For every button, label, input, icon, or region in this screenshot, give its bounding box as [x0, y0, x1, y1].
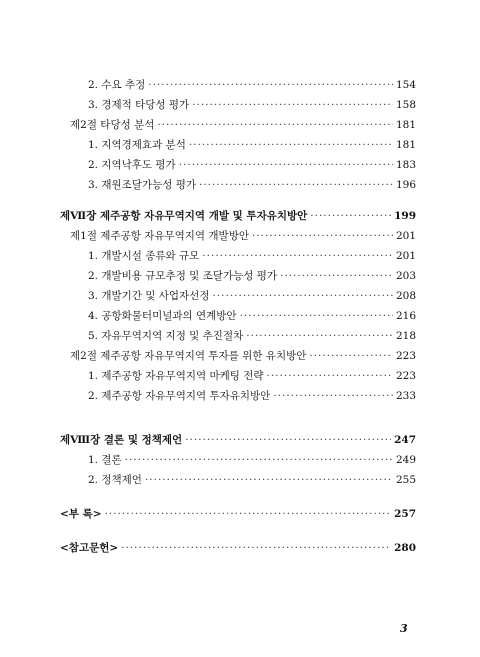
dot-leader	[202, 246, 393, 266]
toc-entry[interactable]	[60, 175, 416, 195]
toc-entry[interactable]	[60, 95, 416, 115]
dot-leader	[273, 386, 393, 406]
table-of-contents	[60, 75, 416, 558]
toc-entry[interactable]	[60, 155, 416, 175]
toc-entry-page: 218	[395, 330, 416, 342]
toc-entry-page: 257	[394, 508, 416, 520]
toc-appendix[interactable]	[60, 504, 416, 524]
dot-leader	[280, 266, 393, 286]
dot-leader	[252, 226, 393, 246]
toc-entry-label: 3. 재원조달가능성 평가	[88, 179, 196, 191]
toc-entry-page: 223	[395, 350, 416, 362]
toc-entry-page: 158	[395, 99, 416, 111]
dot-leader	[179, 155, 393, 175]
toc-entry-label: 2. 지역낙후도 평가	[88, 159, 176, 171]
dot-leader	[121, 538, 391, 558]
toc-entry-page: 255	[395, 474, 416, 486]
toc-entry[interactable]	[60, 246, 416, 266]
dot-leader	[309, 346, 393, 366]
dot-leader	[125, 450, 393, 470]
toc-entry-label: 2. 개발비용 규모추정 및 조달가능성 평가	[88, 270, 277, 282]
toc-entry-page: 233	[395, 390, 416, 402]
toc-entry[interactable]	[60, 266, 416, 286]
dot-leader	[192, 95, 393, 115]
toc-references[interactable]	[60, 538, 416, 558]
toc-section[interactable]	[60, 115, 416, 135]
toc-entry-page: 249	[395, 454, 416, 466]
spacer	[60, 406, 416, 430]
toc-entry-label: 2. 제주공항 자유무역지역 투자유치방안	[88, 390, 271, 402]
dot-leader	[310, 206, 391, 226]
dot-leader	[189, 135, 393, 155]
toc-entry[interactable]	[60, 75, 416, 95]
dot-leader	[145, 470, 393, 490]
toc-section[interactable]	[60, 226, 416, 246]
dot-leader	[267, 366, 393, 386]
toc-chapter[interactable]	[60, 430, 416, 450]
toc-entry-label: 2. 수요 추정	[88, 79, 146, 91]
toc-entry-label: 3. 경제적 타당성 평가	[88, 99, 190, 111]
toc-entry-label: 1. 제주공항 자유무역지역 마케팅 전략	[88, 370, 264, 382]
toc-entry-page: 201	[395, 230, 416, 242]
toc-entry-label: <부 록>	[60, 508, 102, 520]
toc-entry[interactable]	[60, 450, 416, 470]
toc-entry[interactable]	[60, 326, 416, 346]
dot-leader	[157, 115, 393, 135]
toc-entry-label: 4. 공항화물터미널과의 연계방안	[88, 310, 237, 322]
toc-entry-label: 3. 개발기간 및 사업자선정	[88, 290, 210, 302]
dot-leader	[212, 286, 392, 306]
toc-entry-page: 280	[394, 542, 416, 554]
toc-entry-page: 183	[395, 159, 416, 171]
toc-entry-label: 제2절 제주공항 자유무역지역 투자를 위한 유치방안	[70, 350, 307, 362]
toc-entry-page: 181	[395, 119, 416, 131]
toc-entry-label: 제1절 제주공항 자유무역지역 개발방안	[70, 230, 249, 242]
dot-leader	[105, 504, 392, 524]
toc-entry[interactable]	[60, 366, 416, 386]
toc-entry-page: 203	[395, 270, 416, 282]
toc-entry-label: 제2절 타당성 분석	[70, 119, 155, 131]
toc-entry[interactable]	[60, 135, 416, 155]
dot-leader	[240, 306, 393, 326]
toc-section[interactable]	[60, 346, 416, 366]
toc-entry-label: 2. 정책제언	[88, 474, 142, 486]
toc-entry-page: 247	[394, 434, 416, 446]
toc-entry-page: 216	[395, 310, 416, 322]
toc-entry-label: 제Ⅷ장 결론 및 정책제언	[60, 434, 183, 446]
spacer	[60, 195, 416, 206]
toc-entry-page: 196	[395, 179, 416, 191]
spacer	[60, 524, 416, 538]
dot-leader	[246, 326, 393, 346]
toc-entry-page: 208	[395, 290, 416, 302]
toc-entry-label: 5. 자유무역지역 지정 및 추진절차	[88, 330, 244, 342]
spacer	[60, 490, 416, 504]
dot-leader	[148, 75, 393, 95]
toc-entry-label: 1. 개발시설 종류와 규모	[88, 250, 200, 262]
toc-entry[interactable]	[60, 286, 416, 306]
toc-entry-page: 201	[395, 250, 416, 262]
dot-leader	[185, 430, 391, 450]
toc-entry-label: 1. 결론	[88, 454, 122, 466]
toc-entry-label: 제Ⅶ장 제주공항 자유무역지역 개발 및 투자유치방안	[60, 210, 308, 222]
toc-entry-label: 1. 지역경제효과 분석	[88, 139, 186, 151]
toc-chapter[interactable]	[60, 206, 416, 226]
toc-entry[interactable]	[60, 386, 416, 406]
toc-entry-page: 199	[394, 210, 416, 222]
toc-entry-page: 154	[395, 79, 416, 91]
toc-entry[interactable]	[60, 470, 416, 490]
toc-entry-page: 223	[395, 370, 416, 382]
page-number: 3	[400, 622, 408, 635]
toc-entry-label: <참고문헌>	[60, 542, 119, 554]
toc-entry-page: 181	[395, 139, 416, 151]
toc-entry[interactable]	[60, 306, 416, 326]
dot-leader	[199, 175, 393, 195]
